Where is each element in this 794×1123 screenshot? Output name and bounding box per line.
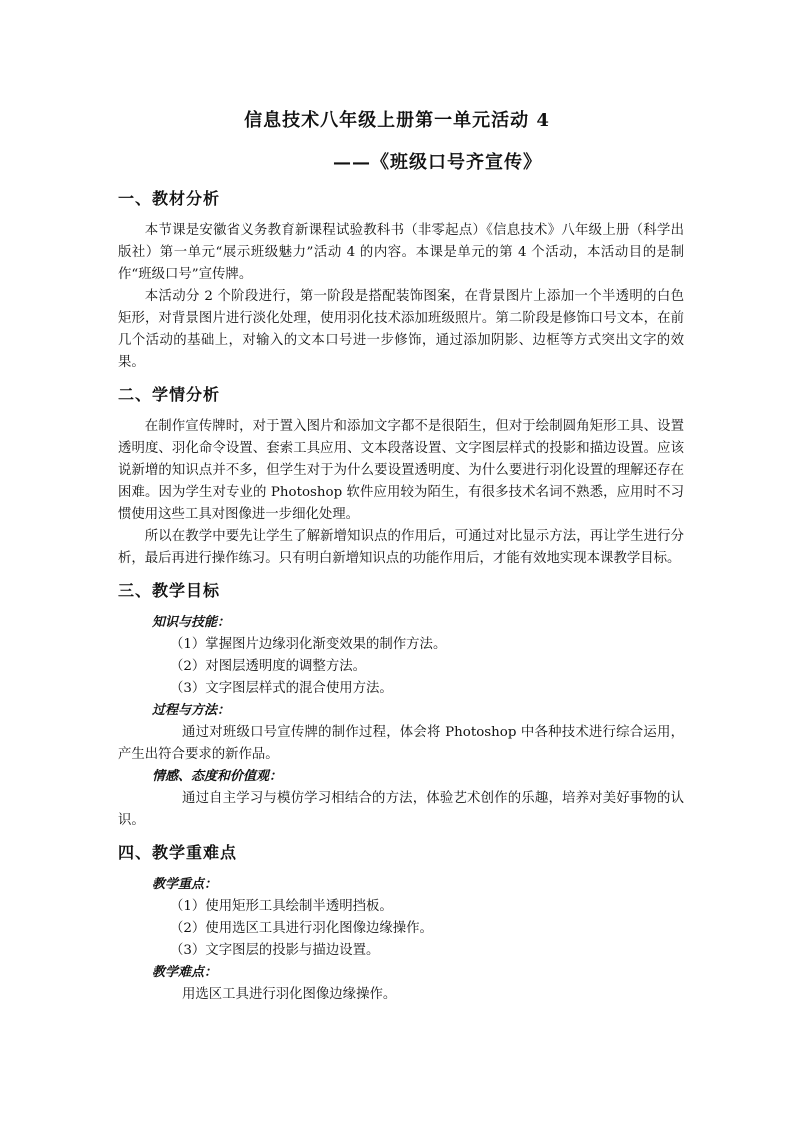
section-heading-goals: 三、教学目标: [118, 581, 221, 600]
subheading-emotion: 情感、态度和价值观：: [152, 769, 283, 784]
paragraph: 本节课是安徽省义务教育新课程试验教科书（非零起点）《信息技术》八年级上册（科学出版社）第一单元“展示班级魅力”活动 4 的内容。本课是单元的第 4 个活动，本活动目的是制作“班级口号”宣传牌。: [118, 223, 684, 282]
paragraph: 在制作宣传牌时，对于置入图片和添加文字都不是很陌生，但对于绘制圆角矩形工具、设置透明度、羽化命令设置、套索工具应用、文本段落设置、文字图层样式的投影和描边设置。应该说新增的知识点并不多，但学生对于为什么要设置透明度、为什么要进行羽化设置的理解还存在困难。因为学生对专业的 Photoshop 软件应用较为陌生，有很多技术名词不熟悉，应用时不习惯使用这些工具对图像进一步细化处理。: [118, 419, 684, 522]
subheading-process: 过程与方法：: [152, 703, 231, 718]
list-item: （3）文字图层的投影与描边设置。: [170, 943, 380, 958]
paragraph: 通过自主学习与模仿学习相结合的方法，体验艺术创作的乐趣，培养对美好事物的认识。: [118, 791, 684, 828]
section-heading-analysis: 一、教材分析: [118, 189, 221, 208]
subheading-key: 教学重点：: [152, 877, 218, 892]
paragraph: 用选区工具进行羽化图像边缘操作。: [182, 987, 397, 1002]
section-heading-keypoints: 四、教学重难点: [118, 843, 238, 862]
document-title: 信息技术八年级上册第一单元活动 4: [244, 110, 550, 131]
paragraph: 通过对班级口号宣传牌的制作过程，体会将 Photoshop 中各种技术进行综合运用，产生出符合要求的新作品。: [118, 725, 684, 762]
paragraph: 本活动分 2 个阶段进行，第一阶段是搭配装饰图案，在背景图片上添加一个半透明的白色矩形，对背景图片进行淡化处理，使用羽化技术添加班级照片。第二阶段是修饰口号文本，在前几个活动的基础上，对输入的文本口号进一步修饰，通过添加阴影、边框等方式突出文字的效果。: [118, 289, 684, 370]
list-item: （3）文字图层样式的混合使用方法。: [170, 681, 393, 696]
list-item: （1）使用矩形工具绘制半透明挡板。: [170, 899, 393, 914]
document-body: [118, 186, 684, 1006]
list-item: （1）掌握图片边缘羽化渐变效果的制作方法。: [170, 637, 447, 652]
subheading-knowledge: 知识与技能：: [152, 615, 231, 630]
subheading-difficulty: 教学难点：: [152, 965, 218, 980]
section-heading-students: 二、学情分析: [118, 385, 221, 404]
paragraph: 所以在教学中要先让学生了解新增知识点的作用后，可通过对比显示方法，再让学生进行分析，最后再进行操作练习。只有明白新增知识点的功能作用后，才能有效地实现本课教学目标。: [118, 529, 684, 566]
document-subtitle: ——《班级口号齐宣传》: [333, 152, 542, 173]
list-item: （2）使用选区工具进行羽化图像边缘操作。: [170, 921, 433, 936]
list-item: （2）对图层透明度的调整方法。: [170, 659, 366, 674]
